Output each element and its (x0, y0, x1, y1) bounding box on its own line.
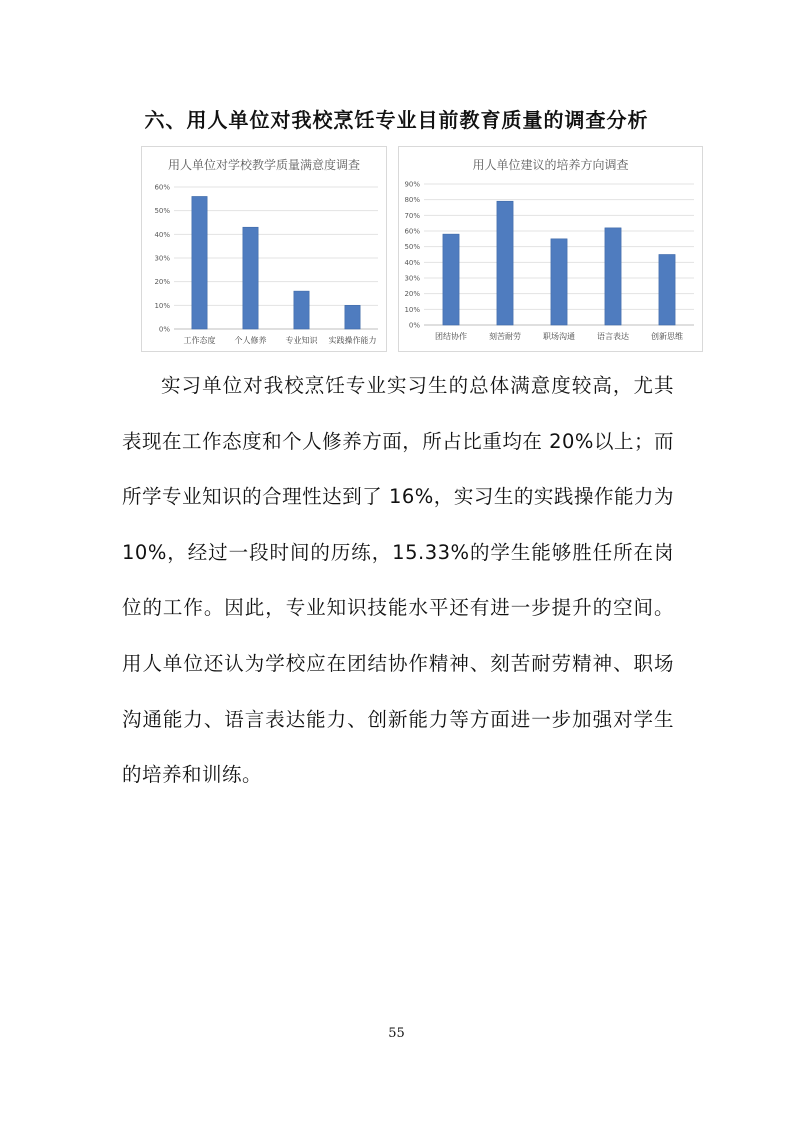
training-chart-y-tick-label: 10% (404, 305, 420, 314)
satisfaction-chart-y-tick-label: 10% (154, 301, 170, 310)
satisfaction-chart-y-tick-label: 50% (154, 207, 170, 216)
body-paragraph: 实习单位对我校烹饪专业实习生的总体满意度较高，尤其表现在工作态度和个人修养方面，所占比重均在 20%以上；而所学专业知识的合理性达到了 16%，实习生的实践操作能力为 10%，经过一段时间的历练，15.33%的学生能够胜任所在岗位的工作。因此，专业知识技能水平还有进一步提升的空间。用人单位还认为学校应在团结协作精神、刻苦耐劳精神、职场沟通能力、语言表达能力、创新能力等方面进一步加强对学生的培养和训练。 (122, 374, 674, 787)
training-chart-category-label: 刻苦耐劳 (489, 332, 521, 341)
satisfaction-chart-y-tick-label: 60% (154, 183, 170, 192)
satisfaction-chart-y-tick-label: 0% (158, 325, 170, 334)
training-chart-y-tick-label: 50% (404, 243, 420, 252)
training-chart-title: 用人单位建议的培养方向调查 (472, 158, 629, 172)
training-chart-bar (443, 234, 459, 325)
training-chart-category-label: 职场沟通 (543, 332, 575, 341)
training-chart-y-tick-label: 80% (404, 196, 420, 205)
training-chart-y-tick-label: 90% (404, 180, 420, 189)
satisfaction-chart-bar (294, 291, 309, 329)
training-chart-y-tick-label: 20% (404, 290, 420, 299)
satisfaction-chart-bar (243, 227, 258, 329)
training-chart-category-label: 创新思维 (651, 332, 683, 341)
chart-satisfaction-svg (142, 147, 386, 351)
chart-training-direction (398, 146, 703, 352)
section-heading: 六、用人单位对我校烹饪专业目前教育质量的调查分析 (144, 108, 649, 132)
satisfaction-chart-bar (192, 196, 207, 329)
training-chart-y-tick-label: 40% (404, 258, 420, 267)
training-chart-category-label: 语言表达 (597, 332, 629, 341)
chart-training-direction-svg (399, 147, 702, 351)
training-chart-y-tick-label: 0% (408, 321, 420, 330)
satisfaction-chart-title: 用人单位对学校教学质量满意度调查 (167, 158, 361, 172)
satisfaction-chart-category-label: 工作态度 (183, 336, 216, 345)
training-chart-category-label: 团结协作 (435, 332, 467, 341)
satisfaction-chart-category-label: 专业知识 (285, 336, 318, 345)
page-number: 55 (388, 1026, 405, 1041)
satisfaction-chart-y-tick-label: 30% (154, 254, 170, 263)
training-chart-y-tick-label: 60% (404, 227, 420, 236)
training-chart-bar (497, 201, 513, 325)
training-chart-bar (551, 239, 567, 325)
chart-satisfaction (141, 146, 387, 352)
satisfaction-chart-y-tick-label: 40% (154, 230, 170, 239)
training-chart-bar (659, 255, 675, 326)
satisfaction-chart-y-tick-label: 20% (154, 278, 170, 287)
satisfaction-chart-category-label: 实践操作能力 (328, 336, 377, 345)
satisfaction-chart-category-label: 个人修养 (234, 336, 267, 345)
satisfaction-chart-bar (345, 305, 360, 329)
training-chart-y-tick-label: 70% (404, 211, 420, 220)
training-chart-y-tick-label: 30% (404, 274, 420, 283)
training-chart-bar (605, 228, 621, 325)
